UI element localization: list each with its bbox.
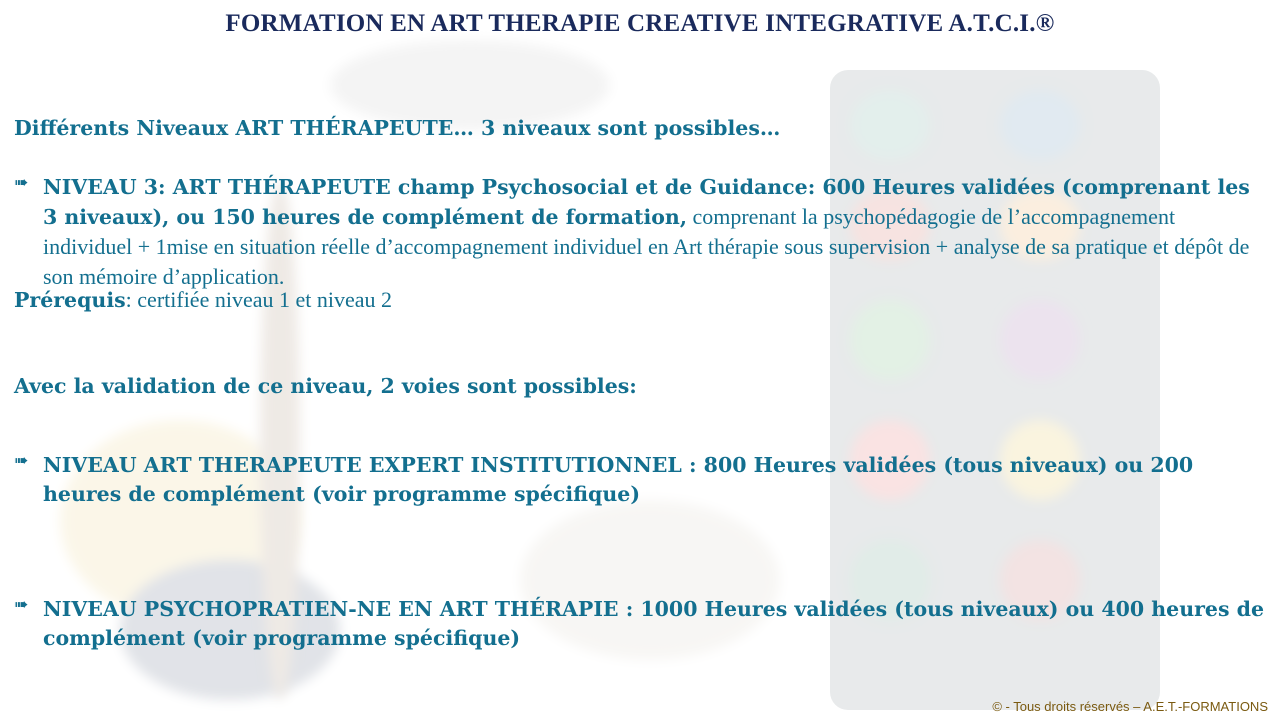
prerequisites-label: Prérequis — [14, 288, 126, 312]
prerequisites — [14, 287, 392, 313]
list-item-psychopraticien — [14, 595, 1264, 653]
page-title: FORMATION EN ART THERAPIE CREATIVE INTEGRATIVE A.T.C.I.® — [225, 10, 1055, 37]
voie-2-text: NIVEAU PSYCHOPRATIEN-NE EN ART THÉRAPIE : 1000 Heures validées (tous niveaux) ou 400 heures de complément (voir programme spécifique) — [43, 597, 1265, 650]
voie-1-text: NIVEAU ART THERAPEUTE EXPERT INSTITUTIONNEL : 800 Heures validées (tous niveaux) ou 200 heures de complément (voir programme spécifique) — [43, 453, 1194, 506]
niveau-3-title: NIVEAU 3: ART THÉRAPEUTE champ Psychosocial et de Guidance: 600 Heures validées (comprenant les 3 niveaux), ou 150 heures de complément de formation, — [43, 175, 1250, 229]
prerequisites-value: : certifiée niveau 1 et niveau 2 — [125, 287, 392, 312]
right-arrow-icon: ➠ — [14, 173, 29, 193]
voies-heading: Avec la validation de ce niveau, 2 voies sont possibles: — [14, 374, 637, 398]
list-item-expert-institutionnel — [14, 451, 1264, 509]
niveau-3-description: comprenant la psychopédagogie de l’accompagnement individuel + 1mise en situation réelle d’accompagnement individuel en Art thérapie sous supervision + analyse de sa pratique et dépôt de son mémoire d’application. — [43, 204, 1250, 289]
intro-heading: Différents Niveaux ART THÉRAPEUTE… 3 niveaux sont possibles… — [14, 116, 781, 140]
right-arrow-icon: ➠ — [14, 451, 29, 471]
list-item-niveau-3 — [14, 173, 1264, 292]
right-arrow-icon: ➠ — [14, 595, 29, 615]
copyright-footer: © - Tous droits réservés – A.E.T.-FORMATIONS — [992, 699, 1268, 714]
